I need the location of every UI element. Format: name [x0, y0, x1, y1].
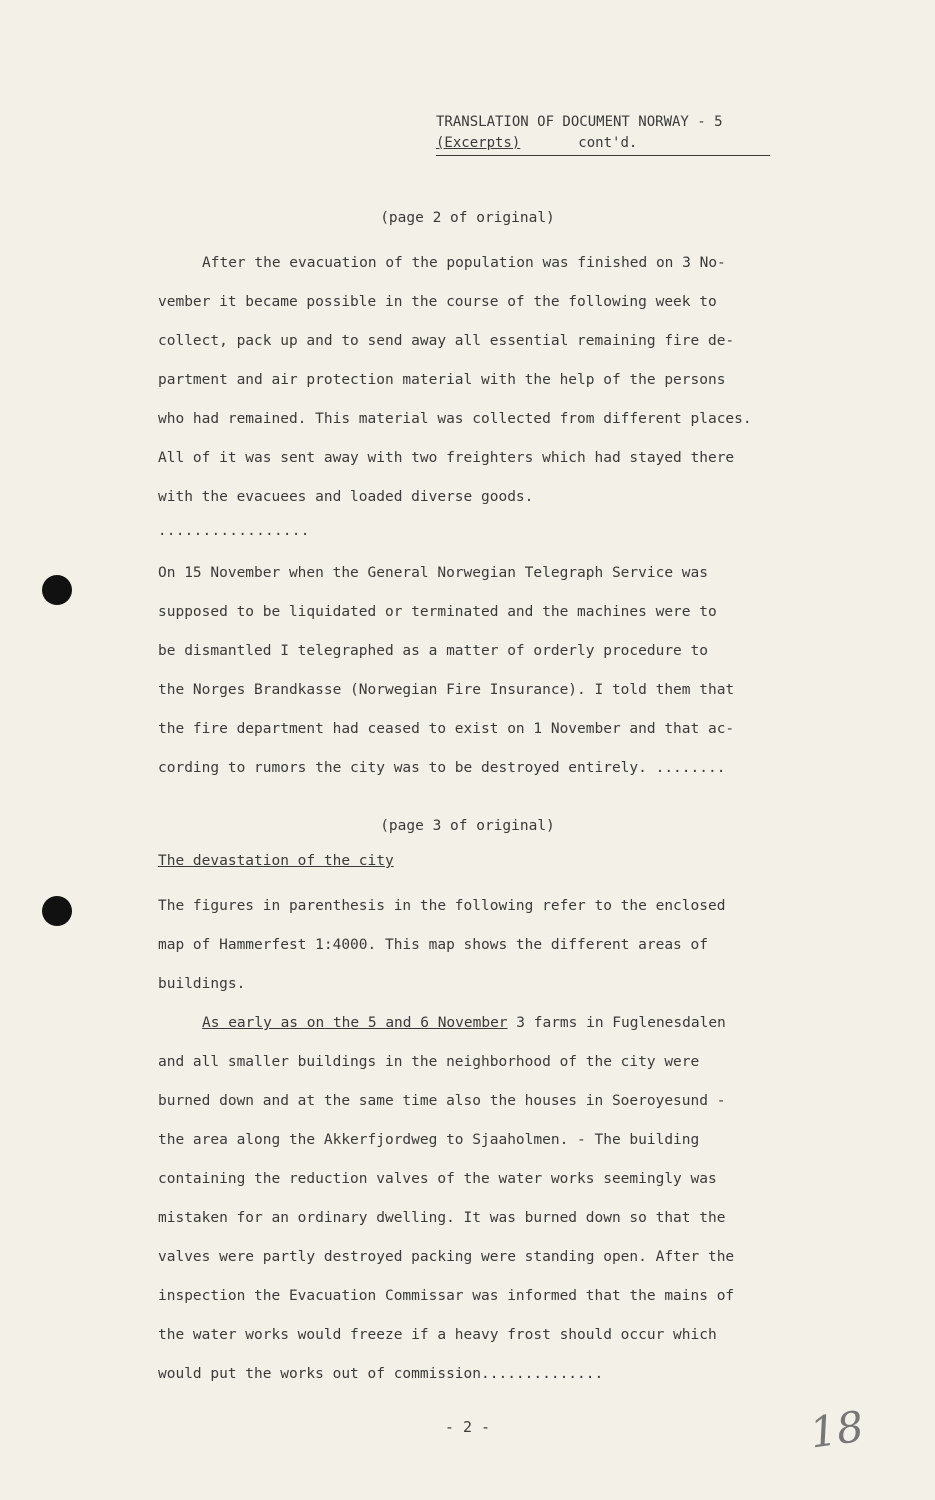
line-rest: 3 farms in Fuglenesdalen [507, 1015, 726, 1031]
text-line: The figures in parenthesis in the following refer to the enclosed [158, 898, 726, 914]
text-line: containing the reduction valves of the water works seemingly was [158, 1171, 717, 1187]
handwritten-folio-number: 18 [806, 1401, 867, 1458]
text-line: who had remained. This material was collected from different places. [158, 411, 752, 427]
text-line: the fire department had ceased to exist on 1 November and that ac- [158, 721, 735, 737]
paragraph-early-burning [158, 1004, 808, 1394]
text-line: All of it was sent away with two freighters which had stayed there [158, 450, 735, 466]
paragraph-telegraph [158, 554, 808, 788]
text-line: valves were partly destroyed packing were standing open. After the [158, 1249, 735, 1265]
punch-hole-icon [42, 575, 72, 605]
underlined-date-phrase: As early as on the 5 and 6 November [202, 1015, 508, 1031]
text-line [158, 1004, 808, 1043]
text-line: After the evacuation of the population was finished on 3 No- [202, 255, 726, 271]
page-2-label: (page 2 of original) [380, 210, 555, 226]
text-line: supposed to be liquidated or terminated and the machines were to [158, 604, 717, 620]
text-line: with the evacuees and loaded diverse goods. [158, 489, 534, 505]
text-line: be dismantled I telegraphed as a matter of orderly procedure to [158, 643, 708, 659]
punch-hole-icon [42, 896, 72, 926]
page-number: - 2 - [444, 1418, 491, 1436]
header-contd: cont'd. [578, 135, 638, 151]
subheading-devastation: The devastation of the city [158, 853, 394, 869]
text-line: would put the works out of commission.............. [158, 1366, 604, 1382]
paragraph-evacuation [158, 244, 808, 517]
separator-dots: ................. [158, 523, 310, 539]
text-line: vember it became possible in the course of the following week to [158, 294, 717, 310]
text-line: cording to rumors the city was to be destroyed entirely. ........ [158, 760, 726, 776]
text-line: and all smaller buildings in the neighborhood of the city were [158, 1054, 700, 1070]
header-excerpts: (Excerpts) [436, 135, 521, 151]
header-subtitle [436, 133, 770, 156]
paragraph-figures [158, 887, 808, 1004]
page-3-label: (page 3 of original) [380, 818, 555, 834]
text-line: partment and air protection material with the help of the persons [158, 372, 726, 388]
text-line: collect, pack up and to send away all essential remaining fire de- [158, 333, 735, 349]
text-line: On 15 November when the General Norwegian Telegraph Service was [158, 565, 708, 581]
document-header [436, 112, 770, 156]
text-line: buildings. [158, 976, 246, 992]
text-line: map of Hammerfest 1:4000. This map shows the different areas of [158, 937, 708, 953]
text-line: the Norges Brandkasse (Norwegian Fire Insurance). I told them that [158, 682, 735, 698]
text-line: the water works would freeze if a heavy frost should occur which [158, 1327, 717, 1343]
text-line: the area along the Akkerfjordweg to Sjaaholmen. - The building [158, 1132, 700, 1148]
text-line: inspection the Evacuation Commissar was informed that the mains of [158, 1288, 735, 1304]
text-line: mistaken for an ordinary dwelling. It was burned down so that the [158, 1210, 726, 1226]
header-title: TRANSLATION OF DOCUMENT NORWAY - 5 [436, 114, 723, 130]
text-line: burned down and at the same time also the houses in Soeroyesund - [158, 1093, 726, 1109]
